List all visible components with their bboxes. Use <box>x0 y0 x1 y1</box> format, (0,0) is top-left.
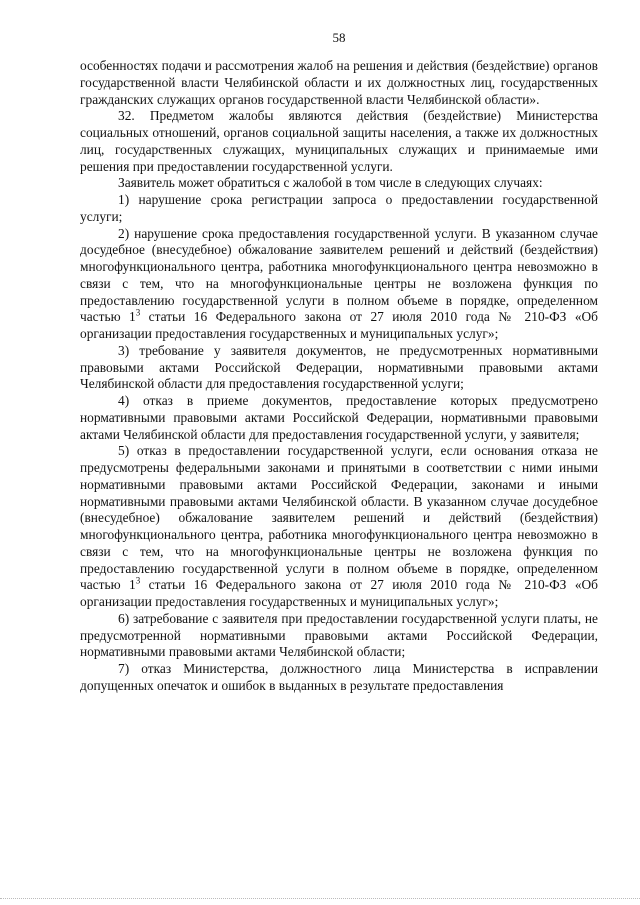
paragraph-text: 3) требование у заявителя документов, не предусмотренных нормативными правовыми актами Российской Федерации, нормативными правовыми актами Челябинской области для предоставления государственной услуги; <box>80 342 598 392</box>
paragraph-32 <box>80 108 598 175</box>
paragraph-text: особенностях подачи и рассмотрения жалоб на решения и действия (бездействие) органов государственной власти Челябинской области и их должностных лиц, государственных гражданских служащих органов государственной власти Челябинской области». <box>80 58 598 107</box>
paragraph-text: 1) нарушение срока регистрации запроса о предоставлении государственной услуги; <box>80 192 598 224</box>
paragraph-text: 6) затребование с заявителя при предоставлении государственной услуги платы, не предусмотренной нормативными правовыми актами Российской Федерации, нормативными правовыми актами Челябинской области; <box>80 610 598 660</box>
paragraph-text-tail: статьи 16 Федерального закона от 27 июля 2010 года № 210-ФЗ «Об организации предоставления государственных и муниципальных услуг»; <box>80 577 598 609</box>
paragraph-text: 2) нарушение срока предоставления государственной услуги. В указанном случае досудебное (внесудебное) обжалование заявителем решений и действий (бездействия) многофункционального центра, работника многофункционального центра невозможно в связи с тем, что на многофункциональные центры не возложена функция по предоставлению государственной услуги в полном объеме в порядке, определенном частью 1 <box>80 225 598 325</box>
paragraph-text: 7) отказ Министерства, должностного лица Министерства в исправлении допущенных опечаток и ошибок в выданных в результате предоставления <box>80 661 598 693</box>
page-number: 58 <box>332 30 346 45</box>
superscript: 3 <box>135 307 141 318</box>
paragraph-text-tail: статьи 16 Федерального закона от 27 июля 2010 года № 210-ФЗ «Об организации предоставления государственных и муниципальных услуг»; <box>80 309 598 341</box>
paragraph-text: 32. Предметом жалобы являются действия (бездействие) Министерства социальных отношений, органов социальной защиты населения, а также их должностных лиц, государственных служащих, муниципальных служащих и принимаемые ими решения при предоставлении государственной услуги. <box>80 108 598 174</box>
list-item-7 <box>80 661 598 695</box>
paragraph-text: Заявитель может обратиться с жалобой в том числе в следующих случаях: <box>118 175 543 191</box>
list-item-2 <box>80 226 598 343</box>
list-item-1 <box>80 192 598 226</box>
list-item-3 <box>80 343 598 393</box>
paragraph-text: 5) отказ в предоставлении государственной услуги, если основания отказа не предусмотрены федеральными законами и принятыми в соответствии с ними иными нормативными правовыми актами Российской Федерации, законами и иными нормативными правовыми актами Челябинской области. В указанном случае досудебное (внесудебное) обжалование заявителем решений и действий (бездействия) многофункционального центра, работника многофункционального центра невозможно в связи с тем, что на многофункциональные центры не возложена функция по предоставлению государственной услуги в полном объеме в порядке, определенном частью 1 <box>80 443 598 593</box>
scan-bottom-edge <box>0 898 640 899</box>
paragraph-text: 4) отказ в приеме документов, предоставление которых предусмотрено нормативными правовыми актами Российской Федерации, нормативными правовыми актами Челябинской области для предоставления государственной услуги, у заявителя; <box>80 393 598 442</box>
paragraph-cases-intro <box>80 175 598 192</box>
list-item-4 <box>80 393 598 443</box>
list-item-6 <box>80 611 598 661</box>
list-item-5 <box>80 443 598 611</box>
superscript: 3 <box>135 575 141 586</box>
paragraph-continuation <box>80 58 598 108</box>
body-text <box>80 58 598 695</box>
